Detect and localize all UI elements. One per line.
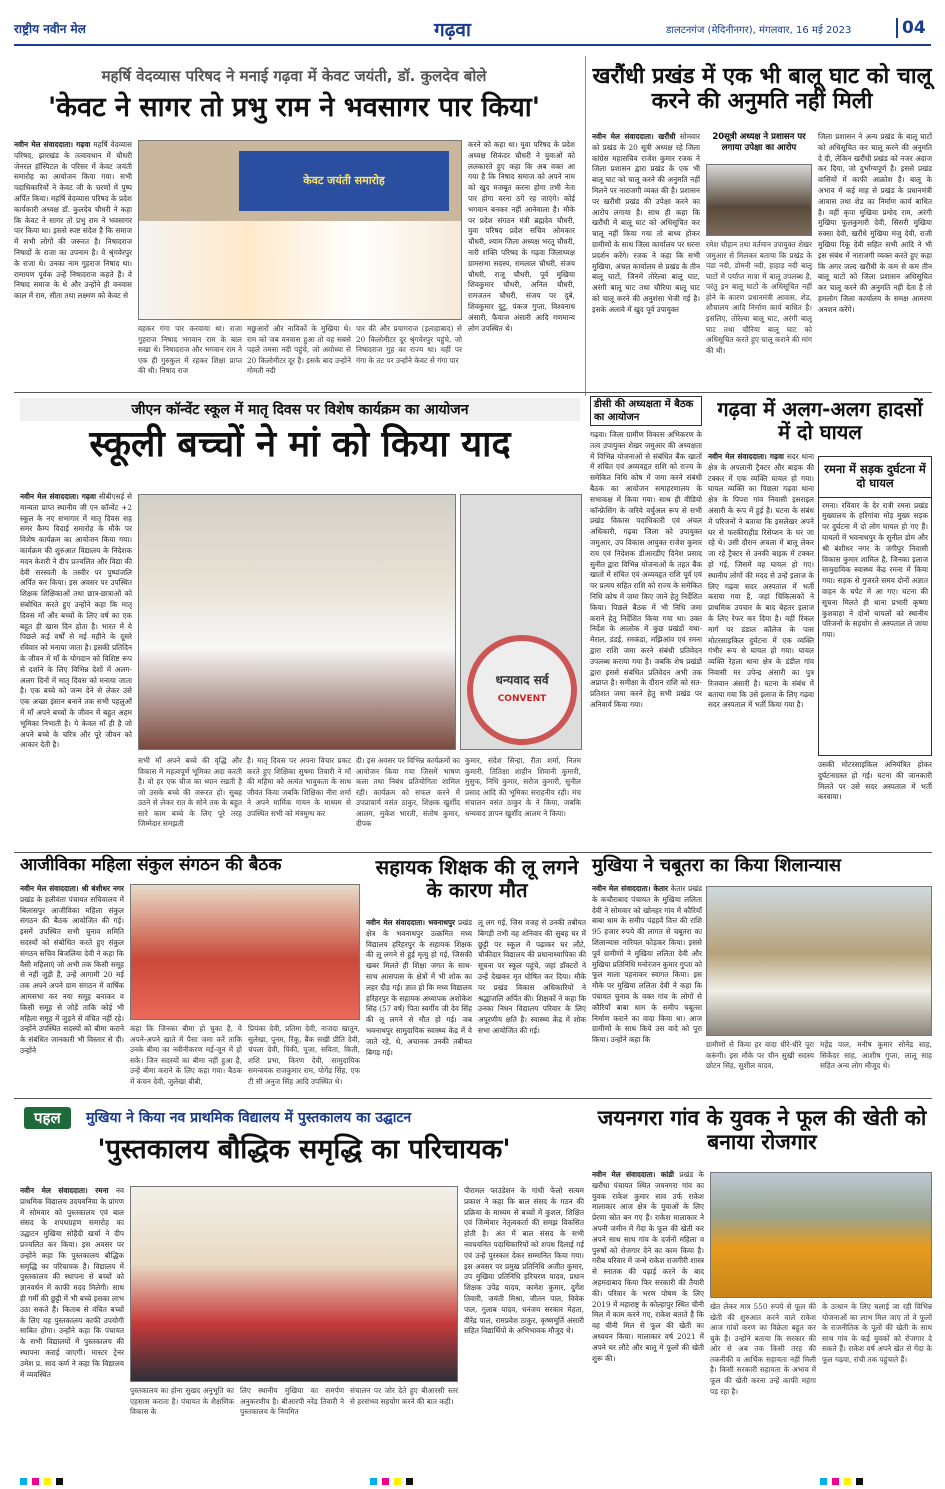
story8-caption-2: महेंद्र पाल, मनीष कुमार सोनेंद्र साह, सिकेंदर साह, आशीष गुप्ता, लालू साह सहित अन्य लोग मौजूद थे। bbox=[820, 1040, 932, 1071]
story5-box-title: रमना में सड़क दुर्घटना में दो घायल bbox=[819, 457, 931, 498]
story8-caption-1: ग्रामीणों से किया हर वादा धीरे-धीरे पूरा करूंगी। इस मौके पर चीन सुखी सदस्य छोटन सिंह, सुशील यादव, bbox=[706, 1040, 814, 1071]
story3-body bbox=[20, 492, 132, 848]
story8-text: केतार प्रखंड के कचौराबाद पंचायत के मुखिया ललिता देवी ने सोमवार को खोनहर गांव में कौरियाँ बाबा धाम के समीप पंद्रहवें वित्त की राशि 95 हजार रुपये की लागत से चबूतरा का शिलान्यास नारियल फोड़कर किया। इससे पूर्व ग्रामीणों ने मुखिया ललिता देवी और मुखिया प्रतिनिधि मनोरंजन कुमार गुप्ता को फूल माला पहनाकर स्वागत किया। इस मौके पर मुखिया ललिता देवी ने कहा कि पंचायत चुनाव के वक्त गांव के लोगों से कौरियाँ बाबा धाम के समीप चबूतरा निर्माण कराने का वादा किया था। आज ग्रामीणों के साथ किये उस वादे को पूरा किया। उन्होंने कहा कि bbox=[592, 884, 702, 1045]
flower-field-photo bbox=[710, 1172, 932, 1298]
story5-dateline: नवीन मेल संवाददाता। गढ़वा bbox=[708, 452, 785, 461]
story9-headline: 'पुस्तकालय बौद्धिक समृद्धि का परिचायक' bbox=[97, 1134, 511, 1165]
story3-column-5: कुमार, संदेश सिन्हा, रीता शर्मा, नितम कुमारी, तितिक्षा शाहीन शिवानी कुमारी, मुसुफ, निधि कुमार, सरोज कुमारी, सुनील प्रसाद आदि की भूमिका सराहनीय रही। मंच संचालन वसंत ठाकुर के ने किया, जबकि धन्यवाद ज्ञापन खुर्शीद आलम ने किया। bbox=[465, 756, 581, 818]
story7-body-right: लू लग गई, जिस वजह से उनकी तबीयत बिगड़ी तभी वह शनिवार की सुबह घर में छुट्टी पर स्कूल में पढ़ाकर घर लौटे, चौकीदार विद्यालय की प्रधानाध्यापिका की सूचना पर स्कूल पहुंचे, जहां डॉक्टरों ने उन्हें देखकर मृत घोषित कर दिया। मौके पर प्रखंड विकास अधिकारियों ने श्रद्धांजलि अर्पित की। शिक्षकों ने कहा कि उनका निधन विद्यालय परिवार के लिए अपूरणीय क्षति है। स्वास्थ्य केंद्र में शोक सभा आयोजित की गई। bbox=[478, 918, 586, 1035]
story1-column-3: मछुआरों और नाविकों के मुखिया थे। राम को जब वनवास हुआ तो वह सबसे पहले तमसा नदी पहुंचे, जो अयोध्या से 20 किलोमीटर दूर है। इसके बाद उन्होंने गोमती नदी bbox=[247, 324, 351, 376]
masthead bbox=[14, 16, 931, 46]
story10-dateline: नवीन मेल संवाददाता। कांडी bbox=[592, 1170, 675, 1179]
story6-text: प्रखंड के हलीवंता पंचायत सचिवालय में बिलासपुर आजीविका महिला संकुल संगठन की बैठक आयोजित की गई। इसमें उपस्थित सभी चुनाव समिति सदस्यों को संबोधित करते हुए संकुल संगठन सचिव बिजलिया देवी ने कहा कि वैसी महिलाएं जो अभी तक किसी समूह से नहीं जुड़ी हैं, उन्हें आगामी 20 मई तक अपने अपने ग्राम संगठन में वार्षिक आमसभा कर नया समूह बनाकर व किसी समूह से जोड़ें ताकि कोई भी महिला समूह में जुड़ने से वंचित नहीं रहे। उन्होंने उपस्थित सदस्यों को बीमा कराने के संबंधित जानकारी भी विस्तार से दी। उन्होंने bbox=[20, 894, 124, 1055]
students-photo bbox=[138, 494, 456, 750]
speaker-photo bbox=[460, 494, 582, 750]
print-color-strip bbox=[0, 1462, 945, 1489]
story2-body bbox=[592, 132, 700, 394]
story6-dateline: नवीन मेल संवाददाता। श्री बंशीधर नगर bbox=[20, 884, 124, 893]
story1-body-left bbox=[14, 140, 132, 386]
meeting-photo bbox=[130, 884, 360, 1020]
section-divider bbox=[14, 852, 932, 853]
story2-dateline: नवीन मेल संवाददाता। खरौंधी bbox=[592, 132, 676, 141]
story3-column-4: दी। इस अवसर पर विभिन्न कार्यक्रमों का आयोजन किया गया जिसमें भाषण कला तथा निबंध प्रतियोगिता शामिल रही। कार्यक्रम को सफल करने में उपप्राचार्य वसंत ठाकुर, शिक्षक खुर्शीद आलम, मुकेश भारती, संतोष कुमार, दीपक bbox=[356, 756, 460, 829]
story6-column-3: प्रियंका देवी, प्रतिमा देवी, नाजदा खातून, सुलेखा, पूनम, रिंकू, बैंक सखी प्रीति देवी, चंपला देवी, पिंकी, पूजा, सविता, किती, शशि प्रभा, किरण देवी, सामुदायिक समन्वयक राजकुमार राम, योगेंद्र सिंह, एफ टी सी अनुज सिंह आदि उपस्थित थे। bbox=[248, 1024, 360, 1086]
story4-headline: डीसी की अध्यक्षता में बैठक का आयोजन bbox=[594, 399, 694, 423]
date-line: डालटनगंज (मेदिनीनगर), मंगलवार, 16 मई 2023 bbox=[666, 25, 852, 36]
story9-column-3: लिए स्थानीय मुखिया का समर्पण अनुकरणीय है। बीआरपी नरेंद्र तिवारी ने पुस्तकालय के नियमित bbox=[240, 1386, 344, 1417]
story9-body bbox=[20, 1186, 124, 1448]
story10-text: प्रखंड के खरौंधा पंचायत स्थित जयनगरा गांव का युवक राकेश कुमार साव उर्फ राकेश मालाकार आज क्षेत्र के युवाओं के लिए प्रेरणा स्रोत बन गए हैं। राकेश मालाकार ने अपनी जमीन में गेंदा के फूल की खेती कर अपने साथ साथ गांव के दर्जनों महिला व पुरुषों को रोजगार देने का काम किया है। गरीब परिवार में जन्मे राकेश राजगीरी शास्त्र से स्नातक की पढ़ाई करने के बाद अहमदाबाद किया फिर सरकारी की तैयारी की। परिवार के भरण पोषण के लिए 2019 में महाराष्ट्र के कोल्हापुर स्थित चीनी मिल में काम करने गए, राकेश बताते हैं कि वह चीनी मिल से फूल की खेती का अध्ययन किया। मालाकार वर्ष 2021 में अपने घर लौटे और बालू में फूलों की खेती शुरू की। bbox=[592, 1170, 704, 1363]
story8-dateline: नवीन मेल संवाददाता। केतार bbox=[592, 884, 668, 893]
section-divider bbox=[14, 392, 932, 393]
story5-text: सदर थाना क्षेत्र के अपलानी ट्रैक्टर और बाइक की टक्कर में एक व्यक्ति घायल हो गया। घायल व्यक्ति का पिछला गढ़वा थाना क्षेत्र के पिपरा गांव निवासी इसराइल अंसारी के रूप में हुई है। घटना के संबंध में परिजनों ने बताया कि इसलेखर अपने घर से फरकीराहीड रिसेप्शन के घर जा रहे थे। उसी दौरान अचला में बालू लेकर जा रहे ट्रैक्टर से उनकी बाइक में टक्कर हो गई, जिसमें वह घायल हो गए। स्थानीय लोगों की मदद से उन्हें इलाज के लिए गढ़वा सदर अस्पताल में भर्ती कराया गया है, जहां चिकित्सकों ने प्राथमिक उपचार के बाद बेहतर इलाज के लिए रेफर कर दिया है। वहीं रिंकल मार्ग पर डंडाल कॉलेज के पास मोटरसाइकिल दुर्घटना में एक व्यक्ति गंभीर रूप से घायल हो गया। घायल व्यक्ति रेहला थाना क्षेत्र के डंडील गांव निवासी मर उपेन्द्र अंसारी का पुत्र रिजवान अंसारी है। घटना के संबंध में बताया गया कि उसे इलाज के लिए गढ़वा सदर अस्पताल में भर्ती किया गया है। bbox=[708, 452, 814, 710]
story7-body-left bbox=[366, 918, 472, 1090]
story1-column-2: वहकर गंगा पार करवाया था। राजा गुहराज निषाद भगवान राम के बाल सखा थे। निषादराज और भगवान राम ने एक ही गुरुकुल में रहकर शिक्षा प्राप्त की थी। निषाद राज bbox=[138, 324, 242, 376]
story1-dateline: नवीन मेल संवाददाता। गढ़वा bbox=[14, 140, 91, 149]
story3-column-2: सभी माँ अपने बच्चे की वृद्धि और विकास में महत्वपूर्ण भूमिका अदा करती है। वो हर एक चीज का ध्यान रखती है जो उसके बच्चे की जरूरत हो। सुबह उठने से लेकर रात के सोने तक के बहुत सारे काम बच्चे के लिए पूरे तरह जिम्मेदार समझती bbox=[138, 756, 242, 829]
story3-dateline: नवीन मेल संवाददाता। गढ़वा bbox=[20, 492, 96, 501]
page-section-title: गढ़वा bbox=[434, 19, 471, 41]
story4-body: गढ़वा। जिला ग्रामीण विकास अभिकरण के तत्व उपायुक्त शेखर जमुआर की अध्यक्षता में विभिन्न योजनाओं से संबंधित बैंक खातों में संचित एवं अव्यवहृत राशि को राज्य के समेकित निधि कोष में जमा करने संबंधी बैठक का आयोजन समाहरणालय के सभाकक्ष में किया गया। साथ ही वीडियो कॉन्फ्रेंसिंग के जरिये वर्चुअल रूप से सभी प्रखंड विकास पदाधिकारी एवं अंचल अधिकारी, गढ़वा जिला को उपायुक्त जमुआर, उप विकास आयुक्त राजेश कुमार राय एवं निदेशक डीआरडीए दिनेश प्रसाद सुनीत द्वारा विभिन्न योजनाओं के तहत बैंक खातों में संचित एवं अव्यवहृत राशि पूर्व एवं पर प्रत्यय सहित राशि को राज्य के समेकित निधि कोष में जमा किए जाने हेतु निर्देशित किया। पिछले बैठक में भी निधि जमा कराने हेतु निर्देशित किया गया था। उक्त निर्देश के आलोक में कुछ प्रखंडों यथा- मेराल, डंडई, रमकंडा, मझिआंव एवं रमना द्वारा राशि जमा करने संबंधी प्रतिवेदन उपलब्ध कराया गया है। जबकि शेष प्रखंडों द्वारा इससे संबंधित प्रतिवेदन अभी तक अप्राप्त है। समीक्षा के दौरान राशि को सत-प्रतिशत जमा करने हेतु सभी प्रखंड पर अनिवार्य किया गया। bbox=[590, 430, 702, 709]
story1-kicker: महर्षि वेदव्यास परिषद ने मनाई गढ़वा में केवट जयंती, डॉ. कुलदेव बोले bbox=[101, 67, 487, 85]
foundation-photo bbox=[706, 886, 932, 1036]
crowd-image bbox=[139, 221, 462, 320]
newspaper-brand: राष्ट्रीय नवीन मेल bbox=[14, 22, 86, 36]
story3-kicker: जीएन कॉन्वेंट स्कूल में मातृ दिवस पर विशेष कार्यक्रम का आयोजन bbox=[20, 398, 580, 421]
story4-headline-box bbox=[590, 396, 702, 426]
story10-column-3: के उत्थान के लिए चलाई जा रही विभिन्न योजनाओं का लाभ मिल जाए तो वे फूलों के राजनीतिक के पूलों की खेती के साथ साथ गांव के कई युवकों को रोजगार दे सकते हैं। राकेश वर्ष अपने खेत से गेंदा के फूल गढ़वा, रांची तक पहुंचाते हैं। bbox=[822, 1302, 932, 1364]
story7-dateline: नवीन मेल संवाददाता। भवनाथपुर bbox=[366, 918, 456, 927]
story5-tail: उसकी मोटरसाइकिल अनियंत्रित होकर दुर्घटनाग्रस्त हो गई। घटना की जानकारी मिलते पर उसे सदर अस्पताल में भर्ती करवाया। bbox=[818, 760, 932, 802]
story1-headline: 'केवट ने सागर तो प्रभु राम ने भवसागर पार किया' bbox=[47, 92, 541, 123]
story2-headline: खरौंधी प्रखंड में एक भी बालू घाट को चालू करने की अनुमति नहीं मिली bbox=[592, 64, 932, 115]
story1-text-left: महर्षि वेदव्यास परिषद, झारखंड के तत्वावधान में चौधरी जेनरल हॉस्पिटल के परिसर में केवट जयंती समारोह का आयोजन किया गया। सभी पदाधिकारियों ने केवट जी के चरणों में पुष्प अर्पित किया। महर्षि वेदव्यास परिषद के प्रदेश कार्यकारी अध्यक्ष डॉ. कुलदेव चौधरी ने कहा कि केवट ने सागर तो प्रभु राम ने भवसागर पार किया था। इससे स्पष्ट संदेश है कि समाज में सभी लोगों की जरूरत है। निषादराज निषादों के राजा का उपनाम है। वे श्रृंगवेरपुर के राजा थे। उनका नाम गुहराज निषाद था। रामायण पूर्वक उन्हें निषादराज कहते हैं। वे निषाद समाज के थे और उन्होंने ही वनवास काल में राम, सीता तथा लक्ष्मण को केवट से bbox=[14, 140, 132, 301]
story9-column-2: पुस्तकालय का होना सुखद अनुभूति का एहसास कराता है। पंचायत के शैक्षणिक विकास के bbox=[130, 1386, 234, 1417]
story5-box bbox=[818, 456, 932, 756]
story6-column-2: कहा कि जिनका बीमा हो चुका है, वे अपने-अपने खाते में पैसा जमा करें ताकि उनके बीमा का नवीनीकरण मई-जून में हो सके। जिन सदस्यों का बीमा नहीं हुआ है, उन्हें बीमा कराने के लिए कहा गया। बैठक में कंचन देवी, जुलेखा बीबी, bbox=[130, 1024, 242, 1086]
story8-headline: मुखिया ने चबूतरा का किया शिलान्यास bbox=[592, 855, 841, 876]
story7-text-left: प्रखंड क्षेत्र के भवनाथपुर उत्क्रमित मध्य विद्यालय हरिहरपुर के सहायक शिक्षक की लू लगने से हुई मृत्यु हो गई, जिसकी खबर मिलते ही शिक्षा जगत के साथ-साथ आसपास के क्षेत्रों में भी शोक का लहर दौड़ गई। ज्ञात हो कि मध्य विद्यालय हरिहरपुर के सहायक अध्यापक अशोकेश सिंह (57 वर्ष) पिता स्वर्गीय जी देव सिंह की लू लगने से मौत हो गई। जब भवनाथपुर सामुदायिक स्वास्थ्य केंद्र में वे जाते रहे, थे, अचानक उनकी तबीयत बिगड़ गई। bbox=[366, 918, 472, 1057]
story9-text: नव प्राथमिक विद्यालय उदयवनिया के प्रांगण में सोमवार को पुस्तकालय एवं बाल संसद के शपथग्रहण समारोह का उद्घाटन मुखिया सोहैदी खर्चा ने दीप प्रज्वलित कर किया। इस अवसर पर उन्होंने कहा कि पुस्तकालय बौद्धिक समृद्धि का परिचायक है। विद्यालय में पुस्तकालय की स्थापना से बच्चों को ज्ञानवर्धन में काफी मदद मिलेगी। साथ ही गर्मी की छुट्टी में भी बच्चे इसका लाभ उठा सकते हैं। किताब से वंचित बच्चों के लिए यह पुस्तकालय काफी उपयोगी साबित होगा। उन्होंने कहा कि पंचायत के सभी विद्यालयों में पुस्तकालय की स्थापना कराई जाएगी। मास्टर ट्रेनर उमेश प्र. साद कर्ण ने कहा कि विद्यालय में व्यवस्थित bbox=[20, 1186, 124, 1379]
section-divider bbox=[14, 1098, 932, 1099]
story2-text: सोमवार को प्रखंड के 20 सूत्री अध्यक्ष रहे जिला कांग्रेस महासचिव राजेश कुमार रजक ने जिला प्रशासन द्वारा प्रखंड के एक भी बालू घाट को चालू करने की अनुमति नहीं मिलने पर नाराजगी व्यक्त की है। प्रशासन पर खरौंधी प्रखंड की उपेक्षा करने का आरोप लगाया है। साथ ही कहा कि खरौंधी में बालू घाट को अधिसूचित कर चालू नहीं किया गया तो बाध्य होकर ग्रामीणों के साथ जिला कार्यालय पर धरना प्रदर्शन करेंगे। रजक ने कहा कि सभी मुखिया, अंचल कार्यालय से प्रखंड के तीन बालू घाटों, जिनमें तोरेल्वा बालू घाट, अरंगी बालू घाट तथा चौरिया बालू घाट को चालू करने की अनुशंसा भेजी गई है। इसके अलावे में खुद पूर्व उपायुक्त bbox=[592, 132, 700, 314]
board-subtext: CONVENT bbox=[497, 694, 547, 704]
story1-body-right: करने को कहा था। युवा परिषद के प्रदेश अध्यक्ष सिकंदर चौधरी ने युवाओं को ललकारते हुए कहा कि अब वक्त आ गया है कि निषाद समाज को अपने नाम को खुद मजबूत करना होगा तभी नेता पार होगा वरना ठगे रह जाएंगे। कोई भगवान बनकर नहीं आनेवाला है। मौके पर प्रदेश संगठन मंत्री ब्रह्मदेव चौधरी, युवा परिषद प्रदेश सचिव ओमकार चौधरी, श्याम जिला अध्यक्ष भरतू चौधरी, नारी शक्ति परिषद के गढ़वा जिलाध्यक्ष ग्रामसभा सदस्य, रामलाल चौधरी, संजय चौधरी, राजू चौधरी, पूर्व मुखिया शिवकुमार चौधरी, अनिल चौधरी, रामजतन चौधरी, संजय पर दुबे, शिवकुमार दुटु, पंकज गुप्ता, विश्वनाथ अंसारी, फैयाज अंसारी आदि गणमान्य लोग उपस्थित थे। bbox=[468, 140, 575, 333]
story5-headline: गढ़वा में अलग-अलग हादसों में दो घायल bbox=[717, 397, 923, 444]
event-banner: केवट जयंती समारोह bbox=[239, 151, 449, 211]
library-photo bbox=[130, 1186, 458, 1382]
story9-column-4: संचालन पर जोर देते हुए बीआरसी स्तर से हरसंभव सहयोग करने की बात कही। bbox=[350, 1386, 458, 1406]
story9-dateline: नवीन मेल संवाददाता। रमना bbox=[20, 1186, 109, 1195]
page-number: 04 bbox=[896, 18, 926, 38]
story1-photo bbox=[138, 140, 462, 320]
story6-body bbox=[20, 884, 124, 1090]
story8-body bbox=[592, 884, 702, 1090]
story6-headline: आजीविका महिला संकुल संगठन की बैठक bbox=[20, 855, 282, 875]
story10-column-2: खेत लेकर मात्र 550 रुपये से फूल की खेती की शुरुआत करने वाले राकेश आज गांवों करण का विक्रेता बहुत कर चुके हैं। उन्होंने बताया कि सरकार की ओर से अब तक किसी तरह की तकनीकी व आर्थिक सहायता नहीं मिली है। किसी सरकारी सहायता के अभाव में फूल की खेती करना उन्हें काफी महंगा पड़ रहा है। bbox=[710, 1302, 816, 1396]
story5-box-body: रमना। रविवार के देर रात्री रमना प्रखंड मुख्यालय के हरिगांवा मोड़ मुख्य सड़क पर दुर्घटना में दो लोग घायल हो गए हैं। घायलों में भवनाथपुर के सुनील डोम और श्री बंशीधर नगर के जंगीपुर निवासी विकास कुमार शामिल है, जिनका इलाज सामुदायिक स्वास्थ्य केंद्र रमना में किया गया। सड़क से गुजरते समय दोनों अज्ञात वाहन के चपेट में आ गए। घटना की सूचना मिलते ही थाना प्रभारी कृष्णा कुशवाहा ने दोनों घायलों को स्थानीय परिजनों के सहयोग से अस्पताल ले जाया गया। bbox=[822, 500, 928, 640]
column-divider bbox=[585, 56, 586, 396]
story2-body-right: जिला प्रशासन ने अन्य प्रखंड के बालू घाटों को अधिसूचित कर चालू करने की अनुमति दे दी, लेकिन खरौंधी प्रखंड को नजर अंदाज कर दिया, जो दुर्भाग्यपूर्ण है। इससे प्रखंड वासियों में काफी आक्रोश है। बालू के अभाव में कई माह से प्रखंड के प्रधानमंत्री आवास तथा शेड का निर्माण कार्य बाधित है। वहीं कृपा मुखिया प्रमोद राम, अरंगी मुखिया फूलकुमारी देवी, सिसरी मुखिया रुक्सा देवी, खरौंधे मुखिया मंजु देवी, राजी मुखिया रिंकू देवी सहित सभी आदि ने भी इस संबंध में नाराजगी व्यक्त करते हुए कहा कि अगर जल्द खरौंधी के कम से कम तीन बालू घाटों को जिला प्रशासन अधिसूचित कर चालू करने की अनुमति नहीं देता है तो हमलोग जिला कार्यालय के समक्ष आमरण अनशन करेंगे। bbox=[818, 132, 932, 314]
story9-kicker: मुखिया ने किया नव प्राथमिक विद्यालय में पुस्तकालय का उद्घाटन bbox=[86, 1110, 412, 1126]
story7-headline: सहायक शिक्षक की लू लगने के कारण मौत bbox=[375, 855, 579, 902]
story3-column-3: है। मातृ दिवस पर अपना विचार प्रकट करते हुए शिक्षिका सुषमा तिवारी ने माँ की महिमा को अत्यंत भावुकता के साथ जीवंत किया जबकि शिक्षिका नीरा शर्मा ने अपने मार्मिक गायन के माध्यम से उपस्थित सभी को मंत्रमुग्ध कर bbox=[247, 756, 351, 818]
pahal-tag: पहल bbox=[24, 1107, 71, 1129]
story5-body bbox=[708, 452, 814, 848]
story3-text: सीबीएसई से मान्यता प्राप्त स्थानीय जी एन कॉन्वेंट +2 स्कूल के नए सभागार में मातृ दिवस सह समर कैम्प विदाई समारोह के मौके पर विशेष कार्यक्रम का आयोजन किया गया। कार्यक्रम की शुरुआत विद्यालय के निदेशक मदन केशरी ने दीप प्रज्वलित और विद्या की देवी सरस्वती के तस्वीर पर पुष्पांजलि अर्पित कर किया। इस अवसर पर उपस्थित शिक्षक शिक्षिकाओं तथा छात्र-छात्राओं को संबोधित करते हुए उन्होंने कहा कि मातृ दिवस माँ और बच्चों के लिए वर्ष का एक बहुत ही खास दिन होता है। भारत में ये पिछले कई वर्षों से मई महीने के दूसरे रविवार को मनाया जाता है। इसकी प्रतिदिन के जीवन में माँ के योगदान को विशिष्ट रूप से दर्शाने के लिए विभिन्न देशों में अलग-अलग दिनों में मातृ दिवस को मनाया जाता है। एक बच्चे को जन्म देने से लेकर उसे एक अच्छा इंसान बनाने तक सभी पहलुओं में माँ अपने बच्चों के जीवन में बहुत अहम भूमिका निभाती है। ये केवल माँ ही है जो अपने बच्चे के चरित्र और पूरे जीवन को आकार देती है। bbox=[20, 492, 132, 750]
story10-body bbox=[592, 1170, 704, 1460]
story1-column-4: पार की और प्रयागराज (इलाहाबाद) से 20 किलोमीटर दूर श्रृंगवेरपुर पहुंचे, जो निषादराज गुह का राज्य था। यहीं पर गंगा के तट पर उन्होंने केवट से गंगा पार bbox=[356, 324, 462, 365]
board-text: धन्यवाद सर्व bbox=[495, 673, 549, 687]
story2-inset-title: 20सूत्री अध्यक्ष ने प्रशासन पर लगाया उपेक्षा का आरोप bbox=[712, 132, 806, 153]
story9-body-right: पीरामल फाउंडेशन के गांधी फेलो सत्यम प्रकाश ने कहा कि बाल संसद के गठन की प्रक्रिया के माध्यम से बच्चों में कुशल, शिक्षित एवं जिम्मेवार नेतृत्वकर्ता की समझ विकसित होती है। अंत में बाल संसद के सभी नवचयनित पदाधिकारियों को शपथ दिलाई गई एवं उन्हें पुरस्कार देकर सम्मानित किया गया। इस अवसर पर प्रमुख प्रतिनिधि अजीत कुमार, उप मुखिया प्रतिनिधि हरिचरण यादव, प्रधान शिक्षक उपेंद्र यादव, कामेश कुमार, दुर्गेश तिवारी, जयंती मिश्रा, जीतन पाल, विवेक पाल, गुलाब यादव, धनंजय सरकार मेहता, वीरेंद्र पाल, रामप्रवेश ठाकुर, कृष्णमूर्ति अंसारी सहित विद्यार्थियों के अभिभावक मौजूद थे। bbox=[464, 1186, 584, 1336]
story2-inset-caption: रमेश चौहान तथा वर्तमान उपायुक्त शेखर जमुआर से मिलकर बताया कि प्रखंड के पंडा नदी, डोमनी नदी, हाहाड़ नदी बालू घाटों में पर्याप्त मात्रा में बालू उपलब्ध है, परंतु इन बालू घाटों के अधिसूचित नहीं होने के कारण प्रधानमंत्री आवास, शेड, शौचालय आदि निर्माण कार्य बाधित है। इसलिए, तोरेल्वा बालू घाट, अरंगी बालू घाट तथा चौरिया बालू घाट को अधिसूचित करते हुए चालू कराने की मांग की थी। bbox=[706, 240, 812, 355]
story3-headline: स्कूली बच्चों ने मां को किया याद bbox=[89, 424, 511, 465]
story10-headline: जयनगरा गांव के युवक ने फूल की खेती को बनाया रोजगार bbox=[597, 1106, 927, 1155]
portrait-photo bbox=[706, 164, 812, 236]
